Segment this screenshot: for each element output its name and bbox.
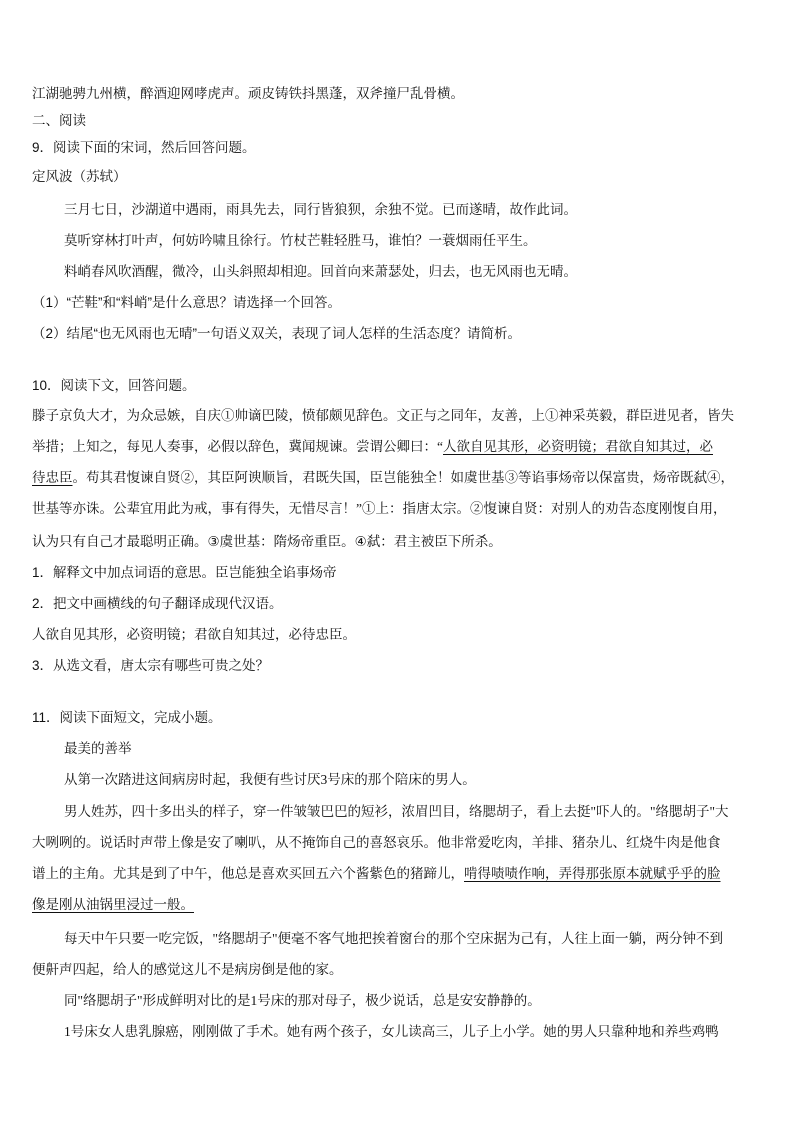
passage-10-text: 举措；上知之，每见人奏事，必假以辞色，冀闻规谏。尝谓公卿曰：“ xyxy=(32,439,443,454)
poem-line-2: 料峭春风吹酒醒，微冷，山头斜照却相迎。回首向来萧瑟处，归去，也无风雨也无晴。 xyxy=(64,264,577,279)
poem-title: 定风波（苏轼） xyxy=(32,169,127,184)
question-10-2-sentence: 人欲自见其形，必资明镜；君欲自知其过，必待忠臣。 xyxy=(32,627,356,642)
story-paragraph-3-line-2: 便鼾声四起，给人的感觉这儿不是病房倒是他的家。 xyxy=(32,962,343,977)
question-9-part-1: （1）“芒鞋”和“料峭”是什么意思？请选择一个回答。 xyxy=(32,295,341,310)
question-9-part-2: （2）结尾“也无风雨也无晴”一句语义双关，表现了词人怎样的生活态度？请简析。 xyxy=(32,326,521,341)
passage-10-text: 。苟其君愎谏自贤②，其臣阿谀顺旨，君既失国，臣岂能独全！如虞世基③等谄事炀帝以保富贵，炀帝既弑④， xyxy=(72,470,734,485)
question-9-prompt: 9．阅读下面的宋词，然后回答问题。 xyxy=(32,140,256,155)
underlined-story-sentence-end: 像是刚从油锅里浸过一般。 xyxy=(32,897,194,912)
question-10-1: 1．解释文中加点词语的意思。臣岂能独全谄事炀帝 xyxy=(32,565,337,580)
question-11-prompt: 11．阅读下面短文，完成小题。 xyxy=(32,710,222,725)
question-10-3: 3．从选文看，唐太宗有哪些可贵之处？ xyxy=(32,658,270,673)
poem-preface: 三月七日，沙湖道中遇雨，雨具先去，同行皆狼狈，余独不觉。已而遂晴，故作此词。 xyxy=(64,202,577,217)
story-paragraph-2-line-1: 男人姓苏，四十多出头的样子，穿一件皱皱巴巴的短衫，浓眉凹目，络腮胡子，看上去挺"吓人的。"络腮胡子"大 xyxy=(64,804,729,819)
story-paragraph-2-line-4 xyxy=(32,893,760,913)
question-10-prompt: 10．阅读下文，回答问题。 xyxy=(32,378,196,393)
story-text: 谱上的主角。尤其是到了中午，他总是喜欢买回五六个酱紫色的猪蹄儿， xyxy=(32,866,464,881)
line-poem-tail: 江湖驰骋九州横，醉酒迎网哮虎声。顽皮铸铁抖黑蓬，双斧撞尸乱骨横。 xyxy=(32,86,464,101)
story-paragraph-4: 同"络腮胡子"形成鲜明对比的是1号床的那对母子，极少说话，总是安安静静的。 xyxy=(64,993,541,1008)
passage-10-line-4: 世基等亦诛。公辈宜用此为戒，事有得失，无惜尽言！”①上：指唐太宗。②愎谏自贤：对别人的劝告态度刚愎自用， xyxy=(32,501,727,516)
underlined-story-sentence: 啃得啧啧作响，弄得那张原本就赋乎乎的脸 xyxy=(464,866,721,881)
passage-10-notes: 认为只有自己才最聪明正确。③虞世基：隋炀帝重臣。④弑：君主被臣下所杀。 xyxy=(32,534,502,549)
passage-10-line-1: 滕子京负大才，为众忌嫉，自庆①帅谪巴陵，愤郁颇见辞色。文正与之同年，友善，上①神采英毅，群臣进见者，皆失 xyxy=(32,408,734,423)
underlined-sentence-end: 待忠臣 xyxy=(32,470,73,485)
section-heading-reading: 二、阅读 xyxy=(32,113,86,128)
story-title: 最美的善举 xyxy=(64,741,132,756)
story-paragraph-3-line-1: 每天中午只要一吃完饭，"络腮胡子"便毫不客气地把挨着窗台的那个空床据为己有，人往上面一躺，两分钟不到 xyxy=(64,931,724,946)
story-paragraph-5: 1号床女人患乳腺癌，刚刚做了手术。她有两个孩子，女儿读高三，儿子上小学。她的男人只靠种地和养些鸡鸭 xyxy=(64,1024,719,1039)
story-paragraph-2-line-2: 大咧咧的。说话时声带上像是安了喇叭，从不掩饰自己的喜怒哀乐。他非常爱吃肉，羊排、猪杂儿、红烧牛肉是他食 xyxy=(32,835,721,850)
poem-line-1: 莫听穿林打叶声，何妨吟啸且徐行。竹杖芒鞋轻胜马，谁怕？一蓑烟雨任平生。 xyxy=(64,233,537,248)
story-paragraph-1: 从第一次踏进这间病房时起，我便有些讨厌3号床的那个陪床的男人。 xyxy=(64,772,476,787)
passage-10-line-2 xyxy=(32,435,760,455)
question-10-2: 2．把文中画横线的句子翻译成现代汉语。 xyxy=(32,596,283,611)
story-paragraph-2-line-3 xyxy=(32,862,760,882)
passage-10-line-3 xyxy=(32,466,760,486)
underlined-sentence: 人欲自见其形，必资明镜；君欲自知其过，必 xyxy=(443,439,713,454)
